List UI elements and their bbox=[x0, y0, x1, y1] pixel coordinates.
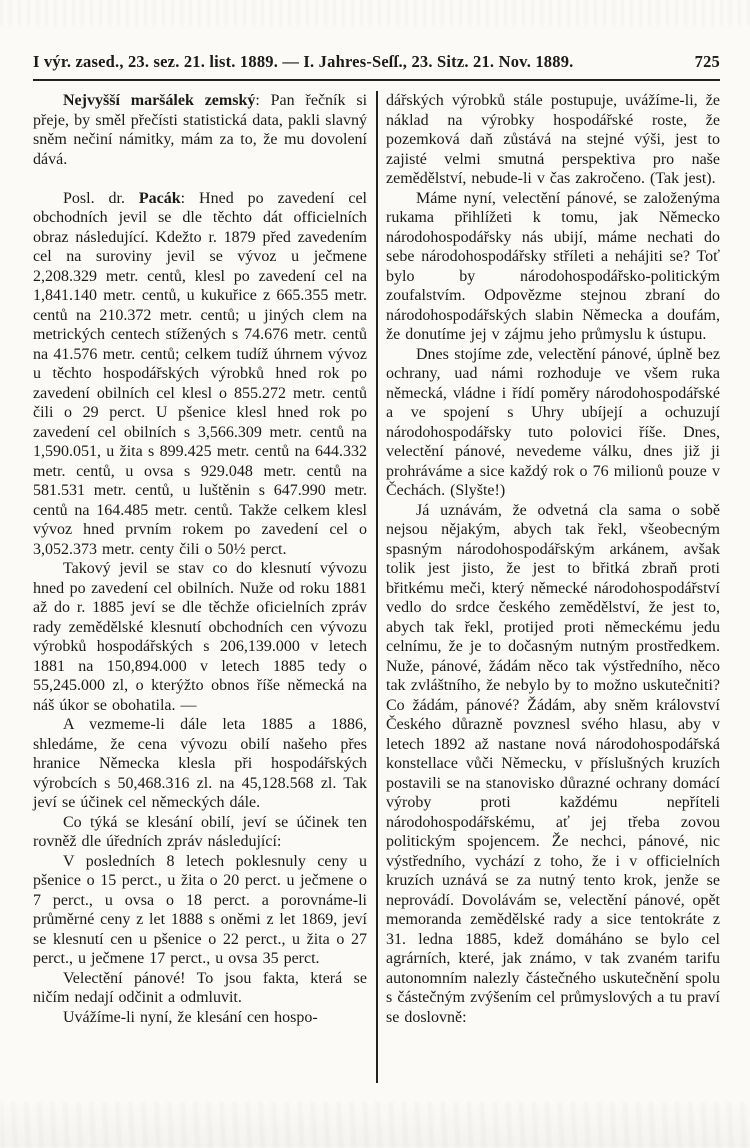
paragraph-text: Máme nyní, velectění pánové, se založenýma rukama přihlížeti k tomu, jak Německo národohospodářsky nás ubijí, máme nechati do sebe národohospodářsky stříleti a nehájiti se? Toť bylo by národohospodářsko-politickým zoufalstvím. Odpovězme stejnou zbraní do národohospodářských slabin Německa a doufám, že donutíme jej v zájmu jeho průmyslu k ústupu. bbox=[386, 189, 720, 343]
scan-noise-top bbox=[0, 0, 750, 26]
page-header bbox=[33, 52, 720, 72]
paragraph-text: Takový jevil se stav co do klesnutí vývozu hned po zavedení cel obilních. Nuže od roku 1881 až do r. 1885 jeví se dle těchže oficielních zpráv rady zemědělské klesnutí obchodních cen vývozu výrobků hospodářských s 206,139.000 v letech 1881 na 150,894.000 v letech 1885 tedy o 55,245.000 zl, o kterýžto obnos říše německá na náš úkor se obohatila. — bbox=[33, 560, 367, 714]
speech-paragraph bbox=[386, 345, 720, 501]
speech-paragraph bbox=[33, 1008, 367, 1028]
paragraph-text: Já uznávám, že odvetná cla sama o sobě nejsou nějakým, abych tak řekl, všeobecným spasným národohospodářským arkánem, avšak tolik jest jisto, že jest to břitká zbraň proti břitkému meči, který německé národohospodářství vedlo do srdce českého zemědělství, že jest to, abych tak řekl, protijed proti německému jedu celnímu, že je to dočasným nutným prostředkem. Nuže, pánové, žádám něco tak výstředního, něco tak zvláštního, že nebylo by to možno uskutečniti? Co žádám, pánové? Žádám, aby sněm království Českého důrazně povznesl svého hlasu, aby v letech 1892 až nastane nová národohospodářská konstellace vůči Německu, v příslušných kruzích postavili se na stanovisko důrazné ochrany domácí výroby proti každému nepříteli národohospodářskému, ať jej třeba zovou politickým spojencem. Že nechci, pánové, nic výstředního, vychází z toho, že i v officielních kruzích uznává se za nutný tento krok, jenže se neprovádí. Dovolávám se, velectění pánové, opět memoranda zemědělské rady a sice tentokráte z 31. ledna 1885, kdež domáháno se bylo cel agrárních, které, jak známo, v tak zvaném tarifu autonomním nalezly částečného uskutečnění spolu s částečným zvýšením cel průmyslových a tu praví se doslovně: bbox=[386, 501, 720, 1026]
paragraph-text: Velectění pánové! To jsou fakta, která se ničím nedají odčinit a odmluvit. bbox=[33, 969, 367, 1006]
speech-paragraph bbox=[33, 559, 367, 715]
speech-paragraph bbox=[386, 189, 720, 345]
paragraph-text: : Pan řečník si přeje, by směl přečísti statistická data, pakli slavný sněm nečiní námitky, mám za to, že mu dovolení dává. bbox=[33, 92, 368, 168]
paragraph-text: Dnes stojíme zde, velectění pánové, úplně bez ochrany, uad námi rozhoduje ve všem ruka německá, vládne i řídí poměry národohospodářské a ve spojení s Uhry ubíjejí a ochuzují národohospodářsky tuto polovici říše. Dnes, velectění pánové, nevedeme válku, dnes již ji prohráváme a sice každý rok o 76 milionů pouze v Čechách. (Slyšte!) bbox=[386, 345, 720, 499]
header-session-info: I výr. zased., 23. sez. 21. list. 1889. — I. Jahres-Seſſ., 23. Sitz. 21. Nov. 1889. bbox=[33, 52, 574, 71]
paragraph-text: : Hned po zavedení cel obchodních jevil se dle těchto dát officielních obraz následující. Kdežto r. 1879 před zavedením cel na suroviny jevil se vývoz u ječmene 2,208.329 metr. centů, klesl po zavedení cel na 1,841.140 metr. centů, u kukuřice z 665.355 metr. centů na 210.372 metr. centů; u jiných clem na metrických centech stížených s 74.676 metr. centů na 41.576 metr. centů; celkem tudíž úhrnem vývoz u těchto hospodářských výrobků hned rok po zavedení obilních cel klesl o 855.272 metr. centů čili o 29 perct. U pšenice klesl hned rok po zavedení cel obilních s 3,566.309 metr. centů na 1,590.051, u žita s 899.425 metr. centů na 644.332 metr. centů, u ovsa s 929.048 metr. centů na 581.531 metr. centů, u luštěnin s 647.990 metr. centů na 164.485 metr. centů. Takže celkem klesl vývoz hned prvním rokem po zavedení cel o 3,052.373 metr. centy čili o 50½ perct. bbox=[33, 189, 368, 558]
left-column bbox=[33, 91, 367, 1083]
paragraph-text: Co týká se klesání obilí, jeví se účinek ten rovněž dle úředních zpráv následující: bbox=[33, 813, 367, 850]
column-divider bbox=[376, 91, 378, 1083]
speech-paragraph bbox=[33, 813, 367, 852]
paragraph-text: Uvážíme-li nyní, že klesání cen hospo- bbox=[63, 1008, 318, 1026]
speech-paragraph bbox=[386, 91, 720, 189]
speech-paragraph bbox=[33, 189, 367, 560]
speaker-name: Nejvyšší maršálek zemský bbox=[63, 92, 256, 109]
speech-paragraph bbox=[33, 715, 367, 813]
right-column bbox=[386, 91, 720, 1083]
speaker-name: Pacák bbox=[138, 189, 181, 207]
scan-noise-bottom bbox=[0, 1102, 750, 1148]
text-columns bbox=[33, 91, 720, 1083]
speech-paragraph bbox=[33, 91, 367, 169]
speech-paragraph bbox=[33, 969, 367, 1008]
speaker-prefix: Posl. dr. bbox=[63, 189, 139, 207]
header-rule bbox=[33, 79, 720, 81]
page-number: 725 bbox=[694, 52, 720, 71]
paragraph-text: V posledních 8 letech poklesnuly ceny u pšenice o 15 perct., u žita o 20 perct. u ječmene o 7 perct., u ovsa o 18 perct. a porovnáme-li průměrné ceny z let 1888 s oněmi z let 1869, jeví se klesnutí cen u pšenice o 22 perct., u žita o 27 perct., u ječmene 17 perct., u ovsa 35 perct. bbox=[33, 852, 367, 967]
paragraph-text: dářských výrobků stále postupuje, uvážíme-li, že náklad na výrobky hospodářské roste, že pozemková daň zůstává na stejné výši, jest to zajisté velmi smutná perspektiva pro naše zemědělství, nebude-li v čas zakročeno. (Tak jest). bbox=[386, 92, 720, 187]
speech-paragraph bbox=[386, 501, 720, 1028]
speech-paragraph bbox=[33, 852, 367, 969]
paragraph-text: A vezmeme-li dále leta 1885 a 1886, shledáme, že cena vývozu obilí našeho přes hranice Německa klesla při hospodářských výrobcích s 50,468.316 zl. na 45,128.568 zl. Tak jeví se účinek cel německých dále. bbox=[33, 716, 367, 811]
